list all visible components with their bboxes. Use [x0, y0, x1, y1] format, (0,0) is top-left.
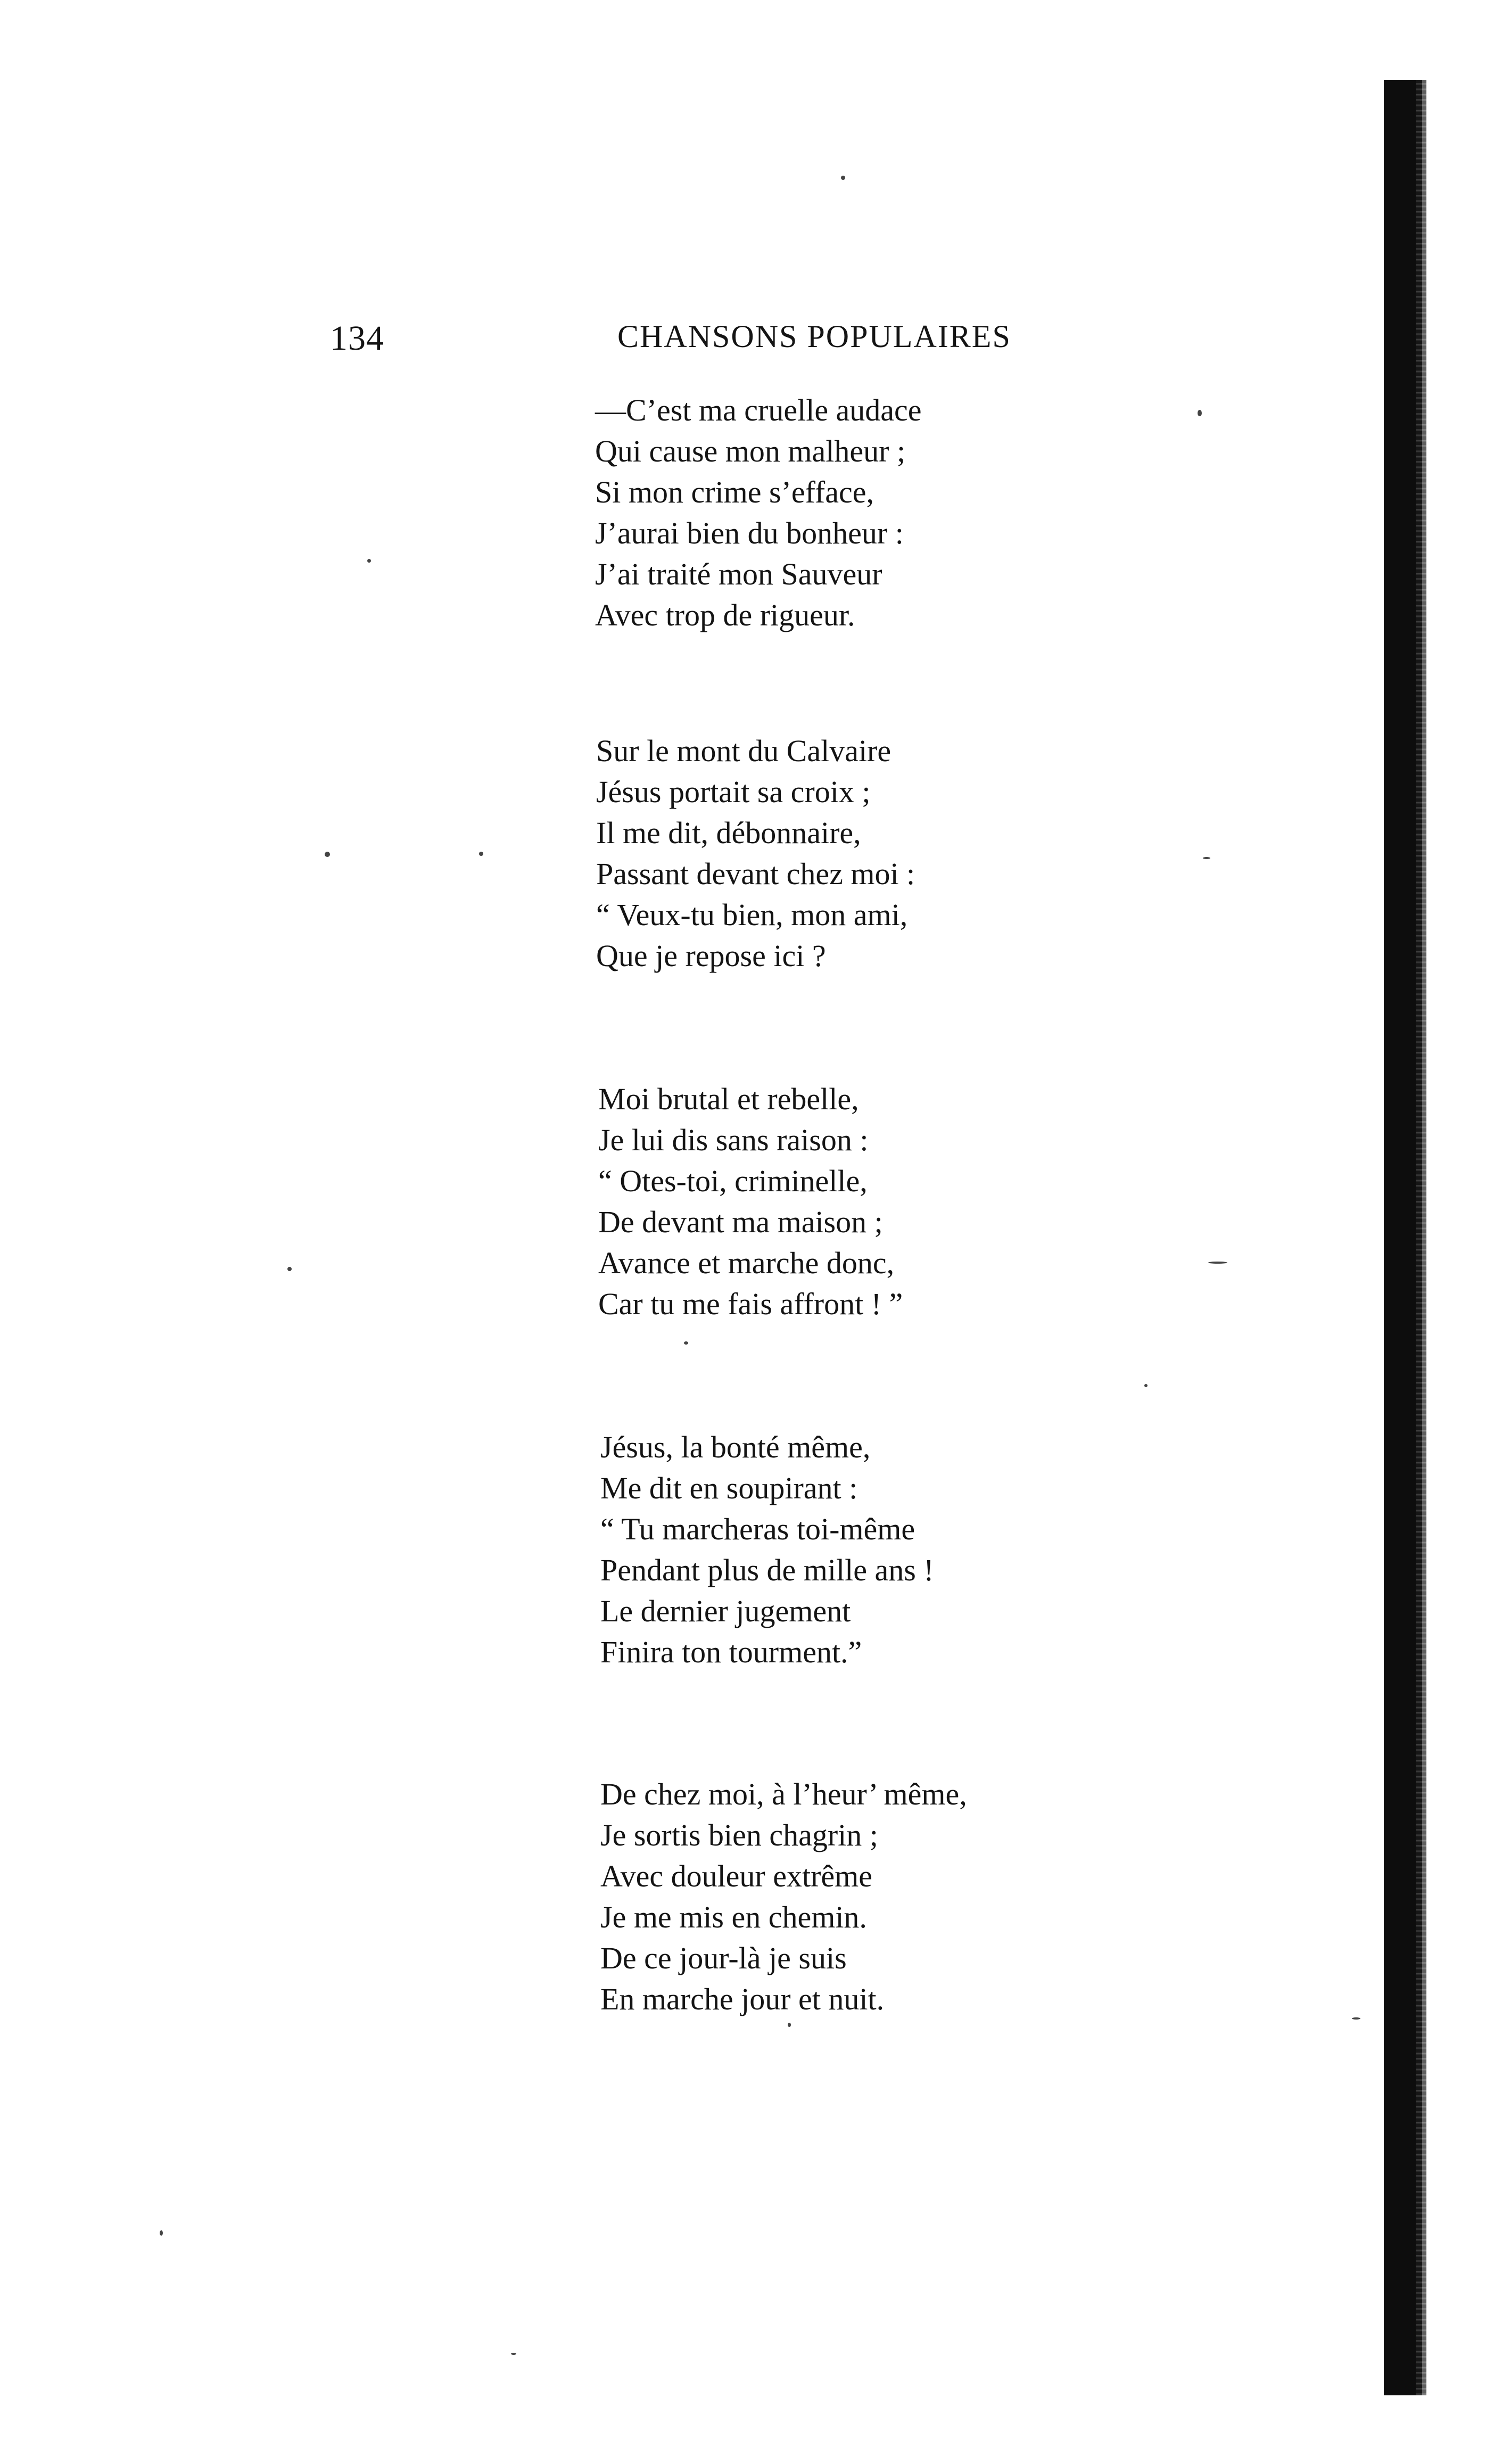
stanza-3: [598, 1078, 903, 1324]
scan-speck: [788, 2023, 791, 2027]
verse-line: Le dernier jugement: [600, 1594, 851, 1628]
scan-speck: [367, 559, 371, 563]
verse-line: Qui cause mon malheur ;: [595, 434, 906, 468]
verse-line: “ Otes-toi, criminelle,: [598, 1164, 868, 1198]
verse-line: Jésus, la bonté même,: [600, 1430, 871, 1464]
verse-line: Car tu me fais affront ! ”: [598, 1287, 903, 1321]
verse-line: Pendant plus de mille ans !: [600, 1553, 934, 1587]
verse-line: —C’est ma cruelle audace: [595, 393, 922, 427]
scan-speck: [1198, 410, 1202, 416]
verse-line: Je sortis bien chagrin ;: [600, 1818, 878, 1852]
verse-line: Avec douleur extrême: [600, 1859, 873, 1893]
scan-speck: [1352, 2017, 1360, 2020]
scan-speck: [1203, 857, 1210, 859]
running-head: CHANSONS POPULAIRES: [617, 319, 1011, 354]
stanza-2: [596, 730, 915, 976]
verse-line: “ Veux-tu bien, mon ami,: [596, 897, 908, 932]
verse-line: Avec trop de rigueur.: [595, 598, 855, 632]
stanza-4: [600, 1427, 934, 1672]
verse-line: De chez moi, à l’heur’ même,: [600, 1777, 967, 1811]
scan-speck: [325, 852, 330, 857]
verse-line: J’aurai bien du bonheur :: [595, 516, 904, 550]
page-number: 134: [330, 319, 384, 358]
verse-line: Je me mis en chemin.: [600, 1900, 867, 1934]
scan-speck: [160, 2230, 163, 2236]
verse-line: Sur le mont du Calvaire: [596, 734, 892, 768]
scan-speck: [841, 176, 845, 180]
verse-line: Que je repose ici ?: [596, 938, 826, 973]
stanza-5: [600, 1774, 967, 2020]
scan-speck: [1144, 1384, 1148, 1387]
verse-line: Si mon crime s’efface,: [595, 475, 874, 509]
verse-line: Me dit en soupirant :: [600, 1471, 858, 1505]
verse-line: Passant devant chez moi :: [596, 856, 915, 891]
scan-speck: [287, 1267, 292, 1271]
scan-speck: [479, 852, 483, 856]
verse-line: Je lui dis sans raison :: [598, 1123, 869, 1157]
verse-line: J’ai traité mon Sauveur: [595, 557, 882, 591]
verse-line: Il me dit, débonnaire,: [596, 815, 861, 850]
verse-line: “ Tu marcheras toi-même: [600, 1512, 915, 1546]
verse-line: De ce jour-là je suis: [600, 1941, 847, 1975]
scan-speck: [684, 1341, 688, 1345]
verse-line: Avance et marche donc,: [598, 1246, 895, 1280]
verse-line: En marche jour et nuit.: [600, 1982, 885, 2016]
stanza-1: [595, 390, 922, 636]
verse-line: Finira ton tourment.”: [600, 1635, 862, 1669]
scan-speck: [511, 2353, 516, 2355]
verse-line: De devant ma maison ;: [598, 1205, 883, 1239]
binding-edge-texture: [1416, 80, 1426, 2395]
verse-line: Moi brutal et rebelle,: [598, 1082, 859, 1116]
scan-speck: [1208, 1262, 1227, 1264]
verse-line: Jésus portait sa croix ;: [596, 774, 871, 809]
